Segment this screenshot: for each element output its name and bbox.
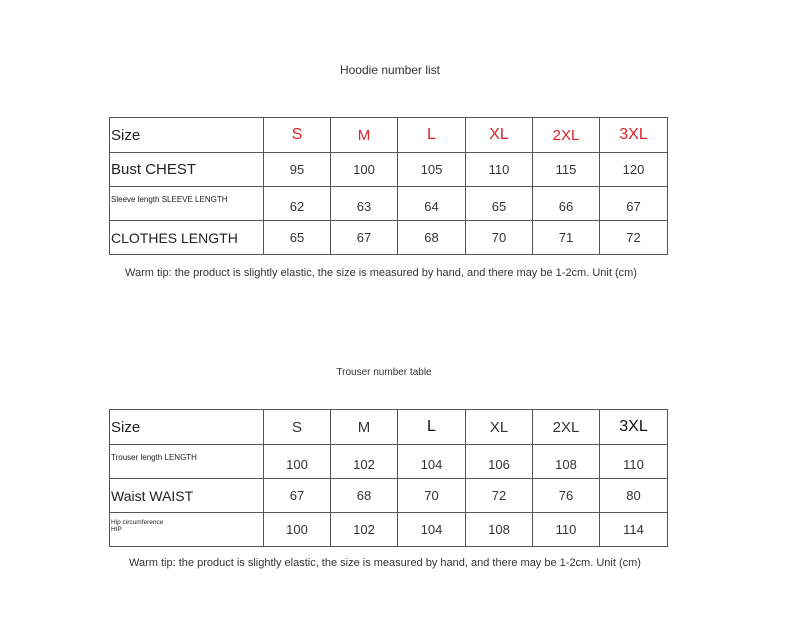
table-cell: 72 [600, 221, 668, 255]
table-cell: 71 [533, 221, 600, 255]
table-cell: 65 [264, 221, 331, 255]
trouser-header-3xl: 3XL [600, 410, 668, 445]
table-row [110, 187, 668, 221]
table-cell: 102 [331, 513, 398, 547]
table-cell: 120 [600, 153, 668, 187]
row-label-hip-line2: HIP [111, 526, 122, 533]
table-cell: 70 [398, 479, 466, 513]
table-cell: 108 [533, 445, 600, 479]
hoodie-table-title: Hoodie number list [339, 63, 441, 77]
table-cell: 68 [331, 479, 398, 513]
table-cell: 100 [264, 513, 331, 547]
table-cell: 104 [398, 513, 466, 547]
table-cell: 66 [533, 187, 600, 221]
trouser-header-xl: XL [466, 410, 533, 445]
hoodie-header-m: M [331, 118, 398, 153]
table-row [110, 479, 668, 513]
hoodie-size-table [109, 117, 668, 255]
hoodie-warm-tip: Warm tip: the product is slightly elastic, the size is measured by hand, and there may be 1-2cm. Unit (cm) [125, 267, 637, 279]
table-cell: 106 [466, 445, 533, 479]
table-cell: 67 [264, 479, 331, 513]
table-cell: 108 [466, 513, 533, 547]
table-cell: 110 [466, 153, 533, 187]
table-cell: 64 [398, 187, 466, 221]
table-cell: 115 [533, 153, 600, 187]
hoodie-header-size: Size [110, 118, 264, 153]
row-label-clothes-length: CLOTHES LENGTH [110, 221, 264, 255]
row-label-hip-line1: Hip circumference [111, 519, 164, 526]
table-cell: 100 [264, 445, 331, 479]
table-cell: 70 [466, 221, 533, 255]
table-cell: 68 [398, 221, 466, 255]
table-cell: 76 [533, 479, 600, 513]
trouser-header-size: Size [110, 410, 264, 445]
trouser-warm-tip: Warm tip: the product is slightly elastic, the size is measured by hand, and there may be 1-2cm. Unit (cm) [129, 557, 641, 569]
table-row [110, 445, 668, 479]
table-cell: 102 [331, 445, 398, 479]
trouser-header-m: M [331, 410, 398, 445]
hoodie-header-s: S [264, 118, 331, 153]
table-cell: 104 [398, 445, 466, 479]
hoodie-header-row [110, 118, 668, 153]
row-label-bust: Bust CHEST [110, 153, 264, 187]
trouser-table-title: Trouser number table [336, 367, 432, 378]
table-cell: 67 [331, 221, 398, 255]
table-cell: 62 [264, 187, 331, 221]
table-cell: 100 [331, 153, 398, 187]
hoodie-header-l: L [398, 118, 466, 153]
table-cell: 63 [331, 187, 398, 221]
hoodie-header-3xl: 3XL [600, 118, 668, 153]
table-cell: 114 [600, 513, 668, 547]
trouser-header-2xl: 2XL [533, 410, 600, 445]
trouser-header-row [110, 410, 668, 445]
table-cell: 72 [466, 479, 533, 513]
table-cell: 65 [466, 187, 533, 221]
trouser-header-l: L [398, 410, 466, 445]
row-label-sleeve: Sleeve length SLEEVE LENGTH [110, 187, 264, 221]
row-label-waist: Waist WAIST [110, 479, 264, 513]
table-cell: 80 [600, 479, 668, 513]
table-cell: 110 [533, 513, 600, 547]
row-label-trouser-length: Trouser length LENGTH [110, 445, 264, 479]
table-row [110, 153, 668, 187]
row-label-hip [110, 513, 264, 547]
table-cell: 105 [398, 153, 466, 187]
table-row [110, 513, 668, 547]
hoodie-header-xl: XL [466, 118, 533, 153]
trouser-header-s: S [264, 410, 331, 445]
table-cell: 110 [600, 445, 668, 479]
table-cell: 67 [600, 187, 668, 221]
table-cell: 95 [264, 153, 331, 187]
trouser-size-table [109, 409, 668, 547]
hoodie-header-2xl: 2XL [533, 118, 600, 153]
table-row [110, 221, 668, 255]
